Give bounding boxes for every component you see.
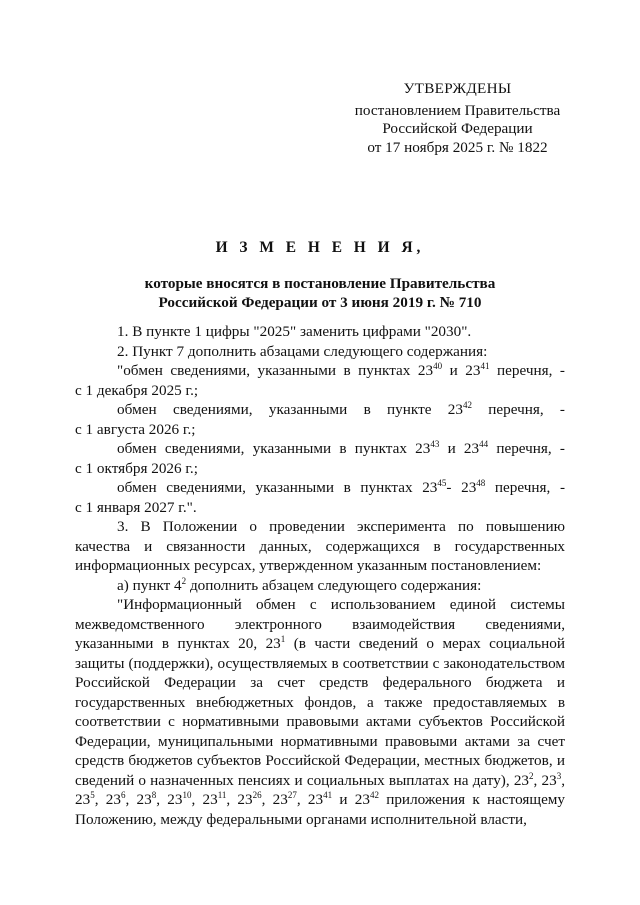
document-subtitle-line-2: Российской Федерации от 3 июня 2019 г. № 710 — [158, 293, 482, 311]
item-3a-text: "Информационный обмен с использованием единой системы межведомственного электронного взаимодействия сведениями, указанными в пунктах 20, $23^1$ (в части сведений о мерах социальной защиты (поддержки), осуществляемых в соответствии с законодательством Российской Федерации за счет средств федерального бюджета и государственных внебюджетных фондов, а также предоставляемых в соответствии с нормативными правовыми актами субъектов Российской Федерации, муниципальными нормативными правовыми актами за счет средств бюджетов субъектов Российской Федерации, местных бюджетов, и сведений о назначенных пенсиях и социальных выплатах на дату), $23^2$, $23^3$, $23^5$, $23^6$, $23^8$, $23^{10}$, $23^{11}$, $23^{26}$, $23^{27}$, $23^{41}$ и $23^{42}$ приложения к настоящему Положению, между федеральными органами исполнительной власти, — [75, 596, 566, 828]
item-2: 2. Пункт 7 дополнить абзацами следующего содержания: — [117, 342, 488, 360]
document-body — [75, 322, 565, 829]
approved-line-2: Российской Федерации — [382, 120, 533, 137]
approval-stamp — [350, 80, 565, 157]
title-block — [75, 238, 565, 312]
quote-4-line: обмен сведениями, указанными в пунктах $23^{45}-$ $23^{48}$ перечня, - — [117, 478, 565, 496]
item-3: 3. В Положении о проведении эксперимента по повышению качества и связанности данных, содержащихся в государственных информационных ресурсах, утвержденном указанным постановлением: — [75, 518, 565, 574]
quote-3-date: с 1 октября 2026 г.; — [75, 459, 198, 477]
quote-2-line: обмен сведениями, указанными в пункте $23^{42}$ перечня, - — [117, 400, 565, 418]
quote-3-line: обмен сведениями, указанными в пунктах $23^{43}$ и $23^{44}$ перечня, - — [117, 439, 565, 457]
item-3a: а) пункт $4^2$ дополнить абзацем следующего содержания: — [117, 575, 482, 594]
document-subtitle-line-1: которые вносятся в постановление Правительства — [144, 274, 496, 292]
approved-heading: УТВЕРЖДЕНЫ — [403, 80, 512, 97]
quote-2-date: с 1 августа 2026 г.; — [75, 420, 196, 438]
document-title: И З М Е Н Е Н И Я, — [215, 239, 425, 256]
approved-line-1: постановлением Правительства — [354, 101, 561, 119]
quote-1-date: с 1 декабря 2025 г.; — [75, 381, 199, 399]
item-1: 1. В пункте 1 цифры "2025" заменить цифрами "2030". — [117, 323, 472, 340]
approved-line-3: от 17 ноября 2025 г. № 1822 — [367, 138, 548, 156]
quote-1-line: "обмен сведениями, указанными в пунктах $23^{40}$ и $23^{41}$ перечня, - — [117, 361, 565, 379]
quote-4-date: с 1 января 2027 г.". — [75, 498, 197, 516]
